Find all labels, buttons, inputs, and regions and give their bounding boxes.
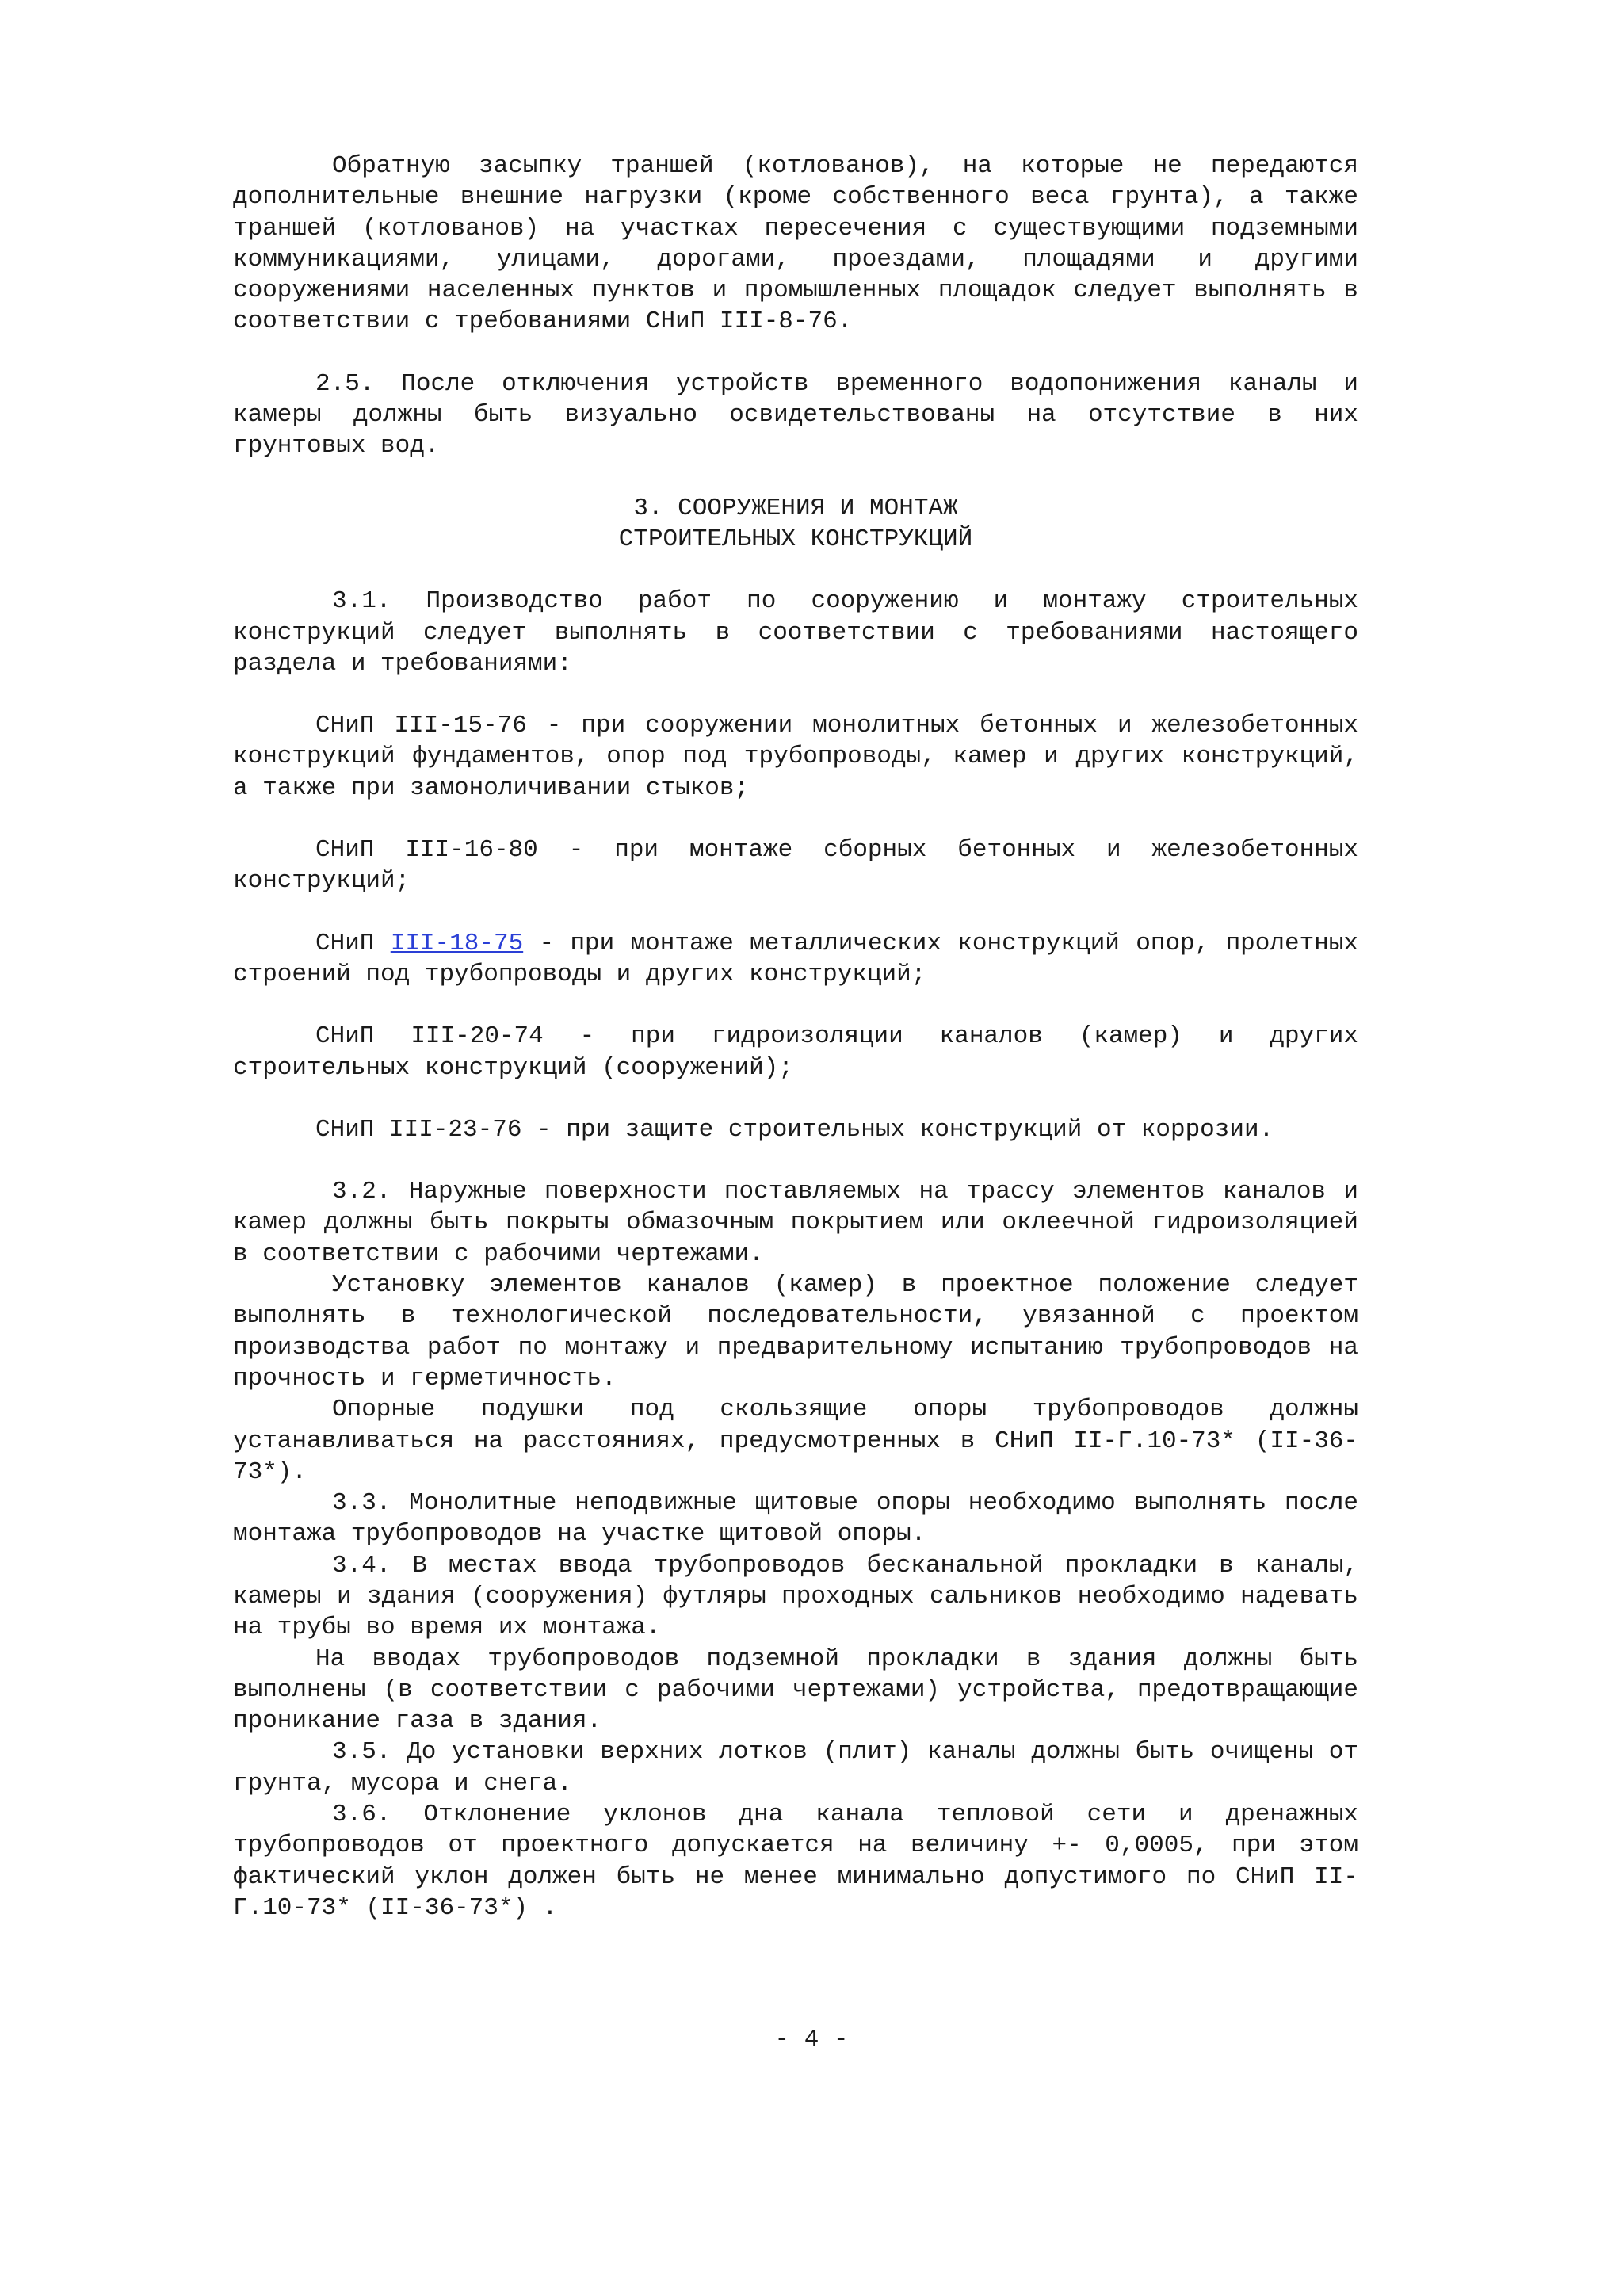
paragraph-building-inputs: На вводах трубопроводов подземной прокладки в здания должны быть выполнены (в соответствии с рабочими чертежами) устройства, предотвращающие проникание газа в здания.	[233, 1645, 1358, 1736]
paragraph-3-2: 3.2. Наружные поверхности поставляемых на трассу элементов каналов и камер должны быть покрыты обмазочным покрытием или оклеечной гидроизоляцией в соответствии с рабочими чертежами.	[233, 1178, 1358, 1268]
snip-III-15-76-item: СНиП III-15-76 - при сооружении монолитных бетонных и железобетонных конструкций фундаментов, опор под трубопроводы, камер и других конструкций, а также при замоноличивании стыков;	[233, 712, 1358, 802]
paragraph-3-6: 3.6. Отклонение уклонов дна канала тепловой сети и дренажных трубопроводов от проектного допускается на величину +- 0,0005, при этом фактический уклон должен быть не менее минимально допустимого по СНиП II-Г.10-73* (II-36-73*) .	[233, 1801, 1358, 1922]
section-heading-line-1: 3. СООРУЖЕНИЯ И МОНТАЖ	[633, 494, 958, 522]
paragraph-backfill: Обратную засыпку траншей (котлованов), на которые не передаются дополнительные внешние нагрузки (кроме собственного веса грунта), а также траншей (котлованов) на участках пересечения с существующими подземными коммуникациями, улицами, дорогами, проездами, площадями и другими сооружениями населенных пунктов и промышленных площадок следует выполнять в соответствии с требованиями СНиП III-8-76.	[233, 152, 1358, 336]
section-heading	[233, 493, 1358, 556]
snip-III-18-75-suffix: - при монтаже металлических конструкций опор, пролетных строений под трубопроводы и других конструкций;	[233, 929, 1359, 988]
paragraph-3-5: 3.5. До установки верхних лотков (плит) каналы должны быть очищены от грунта, мусора и снега.	[233, 1738, 1358, 1797]
paragraph-3-1: 3.1. Производство работ по сооружению и монтажу строительных конструкций следует выполнять в соответствии с требованиями настоящего раздела и требованиями:	[233, 587, 1358, 678]
paragraph-installation: Установку элементов каналов (камер) в проектное положение следует выполнять в технологической последовательности, увязанной с проектом производства работ по монтажу и предварительному испытанию трубопроводов на прочность и герметичность.	[233, 1271, 1358, 1392]
page-number: - 4 -	[774, 2026, 849, 2053]
snip-III-18-75-prefix: СНиП	[315, 929, 391, 957]
section-heading-line-2: СТРОИТЕЛЬНЫХ КОНСТРУКЦИЙ	[618, 525, 973, 553]
snip-III-16-80-item: СНиП III-16-80 - при монтаже сборных бетонных и железобетонных конструкций;	[233, 836, 1358, 896]
paragraph-support-pads: Опорные подушки под скользящие опоры трубопроводов должны устанавливаться на расстояниях, предусмотренных в СНиП II-Г.10-73* (II-36-73*).	[233, 1396, 1358, 1486]
paragraph-3-4: 3.4. В местах ввода трубопроводов бесканальной прокладки в каналы, камеры и здания (сооружения) футляры проходных сальников необходимо надевать на трубы во время их монтажа.	[233, 1551, 1358, 1642]
document-page	[233, 151, 1358, 1924]
snip-III-20-74-item: СНиП III-20-74 - при гидроизоляции каналов (камер) и других строительных конструкций (сооружений);	[233, 1022, 1358, 1082]
paragraph-2-5: 2.5. После отключения устройств временного водопонижения каналы и камеры должны быть визуально освидетельствованы на отсутствие в них грунтовых вод.	[233, 369, 1358, 460]
snip-III-18-75-link[interactable]: III-18-75	[390, 929, 524, 957]
paragraph-3-3: 3.3. Монолитные неподвижные щитовые опоры необходимо выполнять после монтажа трубопроводов на участке щитовой опоры.	[233, 1489, 1358, 1549]
snip-III-23-76-item: СНиП III-23-76 - при защите строительных конструкций от коррозии.	[315, 1115, 1274, 1144]
snip-III-18-75-item	[233, 928, 1358, 991]
